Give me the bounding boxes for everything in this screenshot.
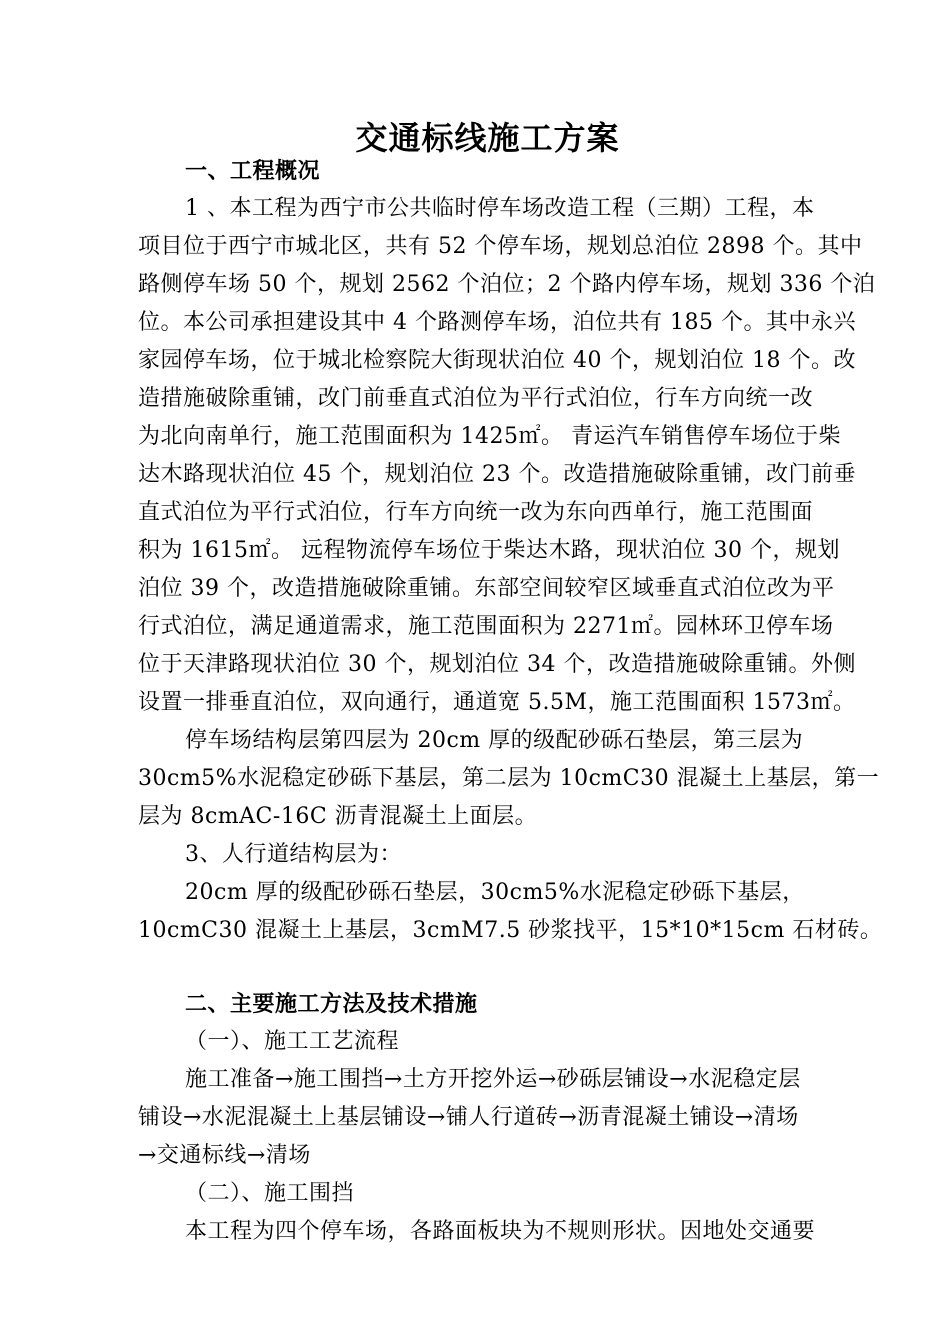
paragraph-line: 位于天津路现状泊位 30 个，规划泊位 34 个，改造措施破除重铺。外侧: [138, 652, 856, 677]
paragraph-line: 造措施破除重铺，改门前垂直式泊位为平行式泊位，行车方向统一改: [138, 386, 814, 411]
paragraph-line: 30cm5%水泥稳定砂砾下基层，第二层为 10cmC30 混凝土上基层，第一: [138, 766, 880, 791]
paragraph-line: 行式泊位，满足通道需求，施工范围面积为 2271㎡。园林环卫停车场: [138, 614, 834, 639]
document-title: 交通标线施工方案: [355, 119, 620, 157]
paragraph-line: 停车场结构层第四层为 20cm 厚的级配砂砾石垫层，第三层为: [185, 728, 804, 753]
paragraph-line: 直式泊位为平行式泊位，行车方向统一改为东向西单行，施工范围面: [138, 500, 814, 525]
subsection-heading-enclosure: （二）、施工围挡: [185, 1181, 355, 1206]
paragraph-line: 施工准备→施工围挡→土方开挖外运→砂砾层铺设→水泥稳定层: [185, 1067, 801, 1092]
paragraph-line: 为北向南单行，施工范围面积为 1425㎡。 青运汽车销售停车场位于柴: [138, 424, 841, 449]
paragraph-line: 本工程为四个停车场，各路面板块为不规则形状。因地处交通要: [185, 1219, 816, 1244]
paragraph-line: 达木路现状泊位 45 个，规划泊位 23 个。改造措施破除重铺，改门前垂: [138, 462, 856, 487]
paragraph-line: 位。本公司承担建设其中 4 个路测停车场，泊位共有 185 个。其中永兴: [138, 310, 856, 335]
paragraph-line: 20cm 厚的级配砂砾石垫层，30cm5%水泥稳定砂砾下基层，: [185, 880, 805, 905]
section-heading-construction-methods: 二、主要施工方法及技术措施: [185, 991, 478, 1017]
paragraph-line: 积为 1615㎡。 远程物流停车场位于柴达木路，现状泊位 30 个，规划: [138, 538, 840, 563]
paragraph-line: 家园停车场，位于城北检察院大街现状泊位 40 个，规划泊位 18 个。改: [138, 348, 856, 373]
paragraph-line: 路侧停车场 50 个，规划 2562 个泊位；2 个路内停车场，规划 336 个泊: [138, 272, 876, 297]
paragraph-line: 10cmC30 混凝土上基层，3cmM7.5 砂浆找平，15*10*15cm 石材砖。: [138, 918, 883, 943]
section-heading-project-overview: 一、工程概况: [185, 158, 321, 184]
subsection-heading-process-flow: （一）、施工工艺流程: [185, 1029, 400, 1054]
paragraph-line: 3、人行道结构层为：: [185, 842, 402, 867]
paragraph-line: 铺设→水泥混凝土上基层铺设→铺人行道砖→沥青混凝土铺设→清场: [138, 1105, 799, 1130]
paragraph-line: 设置一排垂直泊位，双向通行，通道宽 5.5M，施工范围面积 1573㎡。: [138, 690, 856, 715]
paragraph-line: 泊位 39 个，改造措施破除重铺。东部空间较窄区域垂直式泊位改为平: [138, 576, 835, 601]
paragraph-line: 项目位于西宁市城北区，共有 52 个停车场，规划总泊位 2898 个。其中: [138, 234, 863, 259]
paragraph-line: 层为 8cmAC-16C 沥青混凝土上面层。: [138, 804, 538, 829]
paragraph-line: 1 、本工程为西宁市公共临时停车场改造工程（三期）工程，本: [185, 196, 815, 221]
paragraph-line: →交通标线→清场: [138, 1143, 311, 1168]
